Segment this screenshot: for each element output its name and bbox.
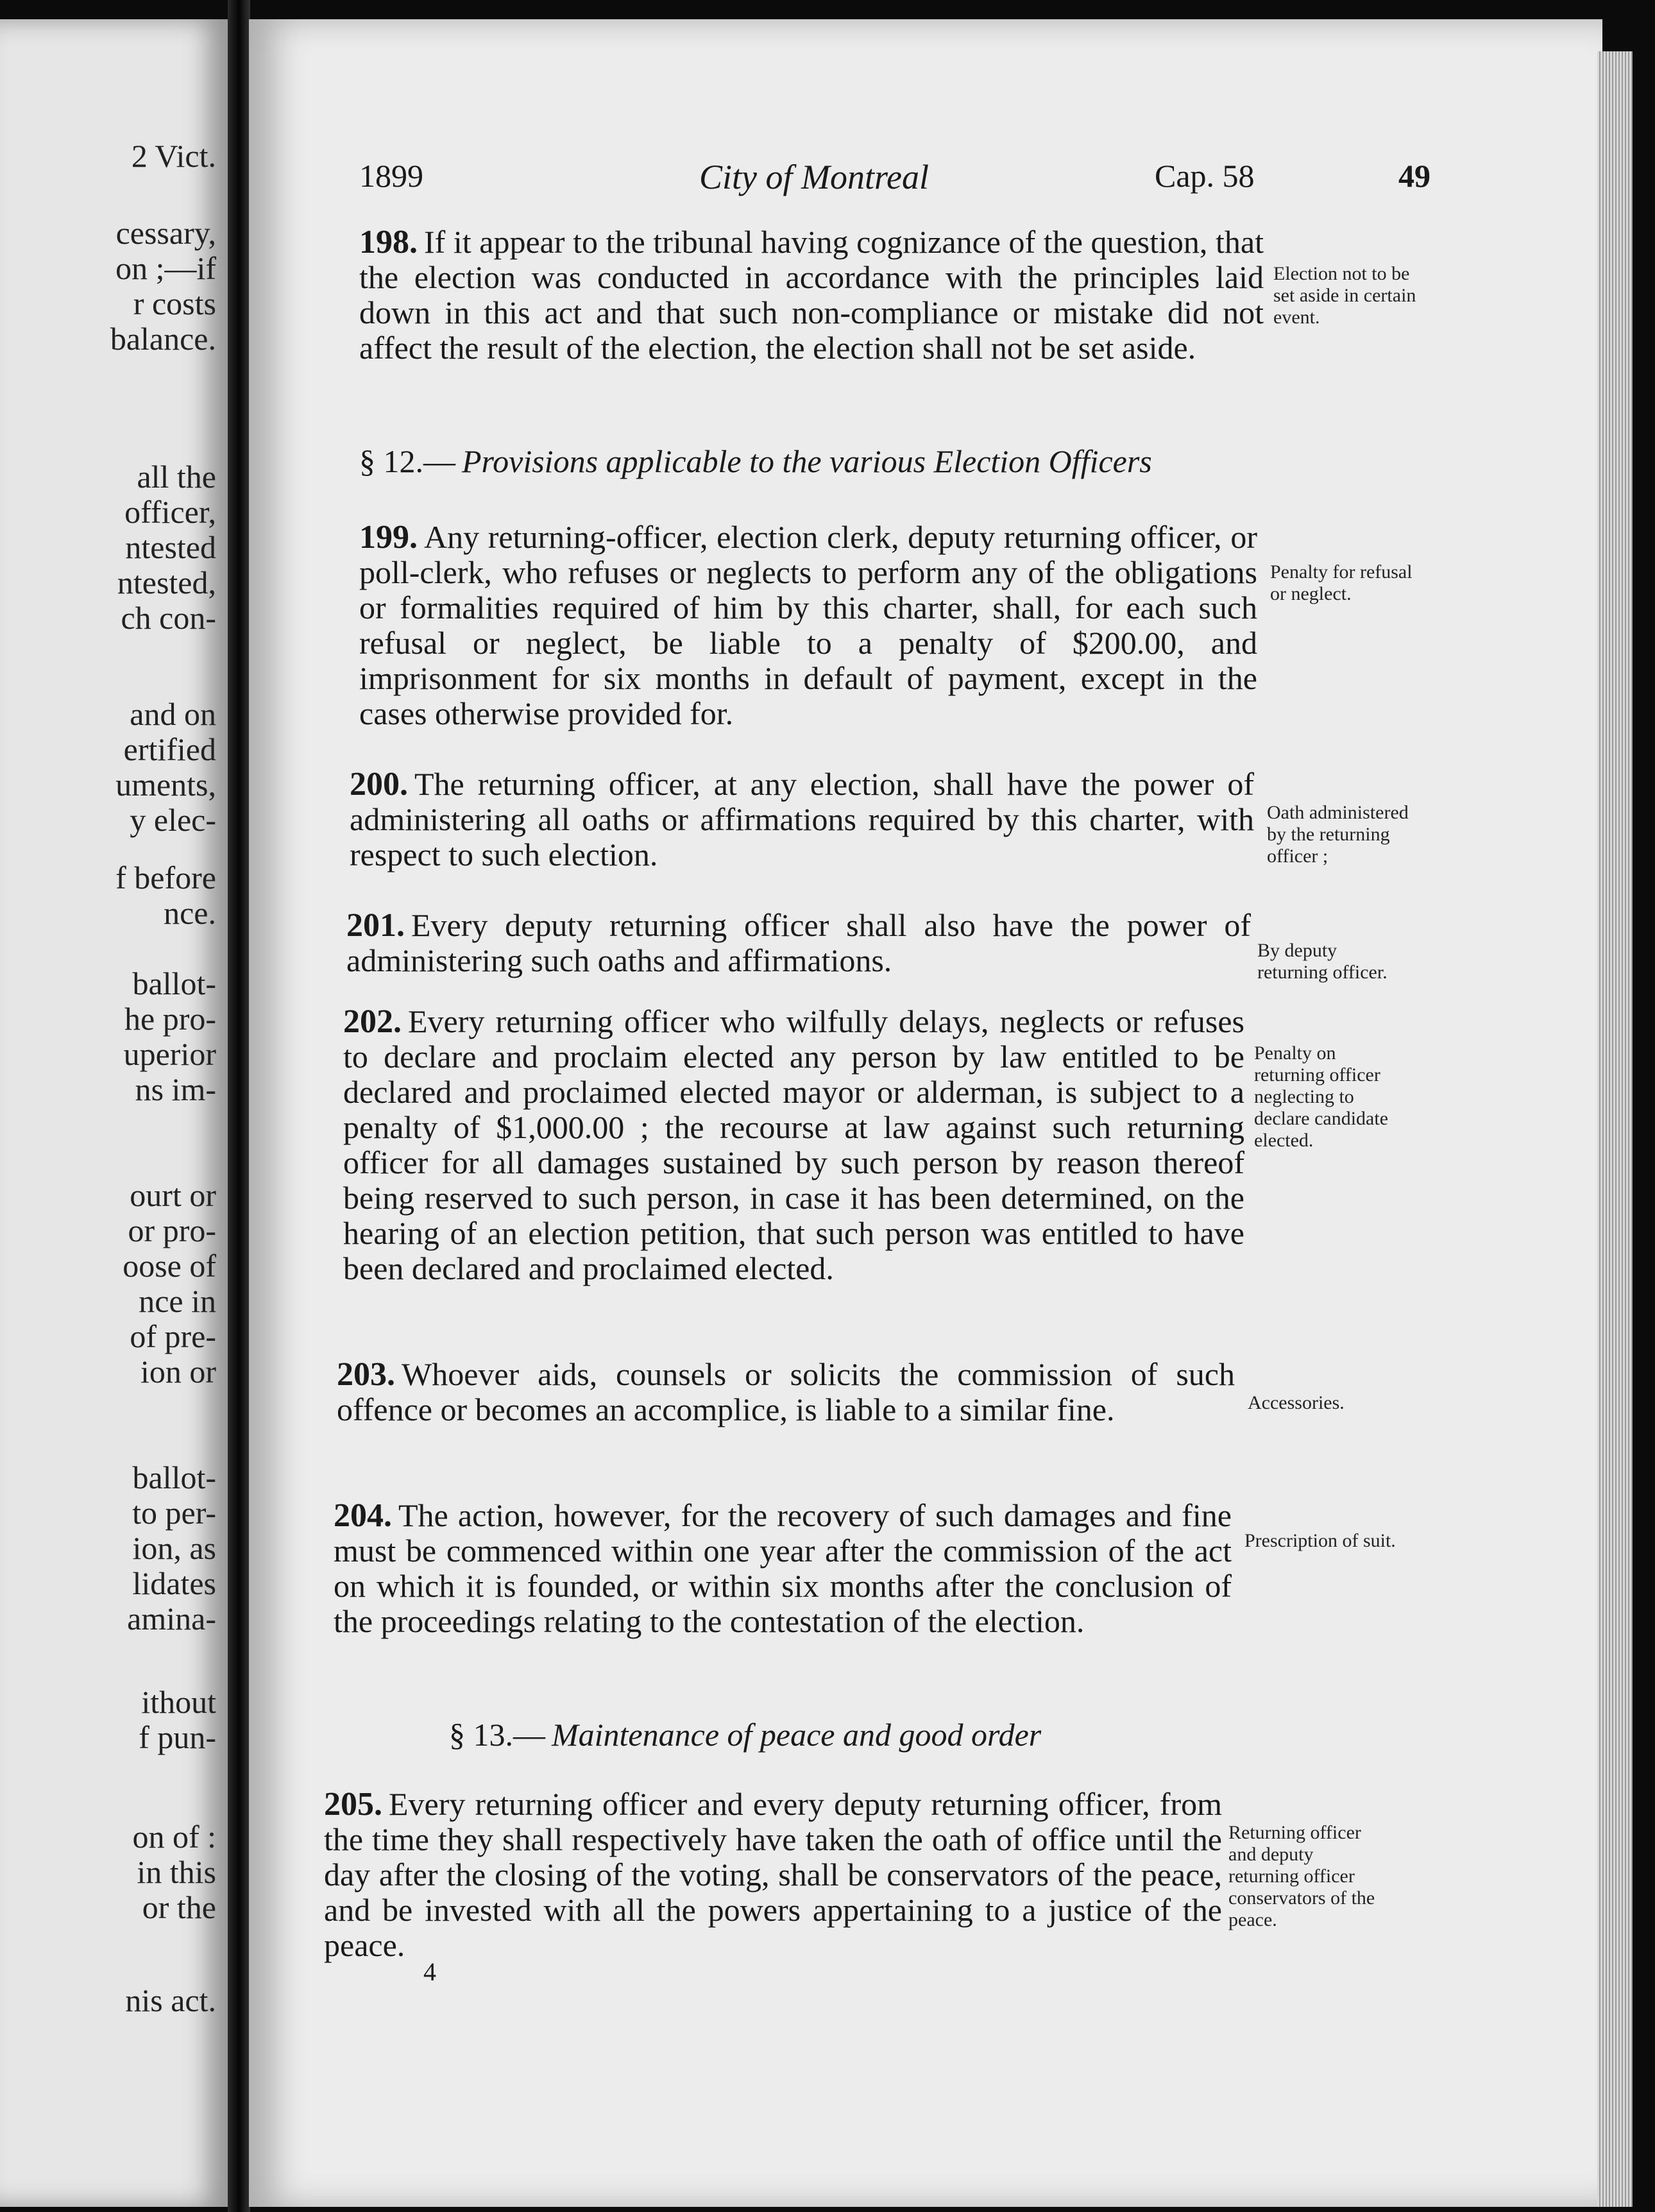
margin-note-198: Election not to be set aside in certain event. [1273, 263, 1416, 328]
heading-symbol: § 13.— [449, 1717, 545, 1753]
signature-mark: 4 [423, 1957, 436, 1986]
heading-symbol: § 12.— [359, 443, 455, 479]
margin-note-205: Returning officer and deputy returning officer conservators of the peace. [1228, 1822, 1375, 1930]
section-203 [337, 1357, 1235, 1427]
section-text: The returning officer, at any election, shall have the power of administering all oaths or affirmations required by this charter, with respect to such election. [350, 766, 1254, 872]
left-page-fragment: y elec- [130, 802, 216, 838]
margin-note-201: By deputy returning officer. [1257, 940, 1388, 983]
left-page-fragment: ithout [141, 1684, 216, 1720]
left-page-fragment: to per- [132, 1495, 216, 1531]
left-page-fragment: on ;—if [115, 250, 216, 286]
heading-text: Maintenance of peace and good order [552, 1717, 1042, 1753]
left-page-fragment: f pun- [139, 1719, 216, 1755]
left-page-fragment: and on [130, 696, 216, 732]
section-205 [324, 1787, 1222, 1963]
left-page-fragment: 2 Vict. [131, 138, 216, 174]
left-page-fragment: cessary, [115, 215, 216, 251]
heading-section-12 [359, 443, 1152, 480]
heading-text: Provisions applicable to the various Election Officers [462, 443, 1152, 479]
section-number: 198. [359, 224, 418, 260]
section-number: 201. [346, 907, 405, 944]
section-text: Every deputy returning officer shall also have the power of administering such oaths and affirmations. [346, 907, 1251, 978]
margin-note-202: Penalty on returning officer neglecting to declare candidate elected. [1254, 1042, 1389, 1151]
page-edge [1597, 51, 1633, 2207]
header-year: 1899 [359, 158, 423, 194]
left-page-fragment: nce in [139, 1283, 216, 1319]
left-page-fragment: or the [142, 1889, 216, 1925]
left-page-fragment: ballot- [132, 966, 216, 1001]
left-page-fragment: balance. [110, 321, 216, 357]
section-204 [334, 1498, 1232, 1639]
left-page-fragment: all the [137, 459, 216, 495]
left-page-fragment: oose of [123, 1248, 216, 1284]
left-page-fragment: lidates [132, 1565, 216, 1601]
left-page-fragment: officer, [124, 494, 216, 530]
left-page-fragment: ion or [140, 1354, 216, 1390]
heading-section-13 [449, 1716, 1041, 1753]
left-page-fragment: ourt or [130, 1177, 216, 1213]
section-201 [346, 908, 1251, 978]
section-number: 202. [343, 1003, 402, 1040]
section-text: Any returning-officer, election clerk, deputy returning officer, or poll-clerk, who refuses or neglects to perform any of the obligations or formalities required of him by this charter, shall, for each such refusal or neglect, be liable to a penalty of $200.00, and imprisonment for six months in default of payment, except in the cases otherwise provided for. [359, 519, 1257, 731]
left-page-fragment: ntested [125, 529, 216, 565]
section-number: 204. [334, 1497, 392, 1534]
left-page [0, 19, 228, 2207]
left-page-fragment: of pre- [130, 1318, 216, 1354]
left-page-fragment: ertified [123, 731, 216, 767]
page-number: 49 [1398, 158, 1430, 194]
left-page-fragment: in this [137, 1854, 216, 1890]
section-number: 199. [359, 519, 418, 556]
margin-note-199: Penalty for refusal or neglect. [1270, 561, 1413, 604]
left-page-fragment: uperior [123, 1036, 216, 1072]
left-page-fragment: ion, as [132, 1530, 216, 1566]
left-page-fragment: ntested, [117, 565, 216, 600]
left-page-fragment: r costs [133, 285, 216, 321]
left-page-fragment: amina- [127, 1601, 216, 1637]
left-page-fragment: or pro- [128, 1212, 216, 1248]
section-text: The action, however, for the recovery of such damages and fine must be commenced within one year after the commission of the act on which it is founded, or within six months after the conclusion of the proceedings relating to the contestation of the election. [334, 1497, 1232, 1639]
section-202 [343, 1004, 1244, 1286]
left-page-fragment: nis act. [125, 1982, 216, 2018]
left-page-fragment: uments, [115, 767, 216, 803]
section-text: If it appear to the tribunal having cognizance of the question, that the election was conducted in accordance with the principles laid down in this act and that such non-compliance or mistake did not affect the result of the election, the election shall not be set aside. [359, 224, 1264, 366]
left-page-fragment: ballot- [132, 1459, 216, 1495]
section-number: 203. [337, 1356, 395, 1393]
section-number: 205. [324, 1786, 382, 1823]
margin-note-200: Oath administered by the returning officer ; [1267, 802, 1409, 867]
book-gutter [228, 0, 250, 2212]
left-page-fragment: ns im- [135, 1071, 216, 1107]
section-text: Every returning officer and every deputy returning officer, from the time they shall respectively have taken the oath of office until the day after the closing of the voting, shall be conservators of the peace, and be invested with all the powers appertaining to a justice of the peace. [324, 1786, 1222, 1963]
section-text: Whoever aids, counsels or solicits the commission of such offence or becomes an accomplice, is liable to a similar fine. [337, 1356, 1235, 1427]
left-page-fragment: nce. [164, 895, 216, 931]
left-page-fragment: f before [115, 860, 216, 896]
section-text: Every returning officer who wilfully delays, neglects or refuses to declare and proclaim elected any person by law entitled to be declared and proclaimed elected mayor or alderman, is subject to a penalty of $1,000.00 ; the recourse at law against such returning officer for all damages sustained by such person by reason thereof being reserved to such person, in case it has been determined, on the hearing of an election petition, that such person was entitled to have been declared and proclaimed elected. [343, 1003, 1244, 1286]
left-page-fragment: he pro- [124, 1001, 216, 1037]
section-200 [350, 767, 1254, 872]
margin-note-203: Accessories. [1248, 1392, 1345, 1413]
left-page-fragment: ch con- [121, 600, 216, 636]
margin-note-204: Prescription of suit. [1244, 1530, 1396, 1551]
header-title: City of Montreal [699, 158, 929, 196]
left-page-fragment: on of : [132, 1819, 216, 1855]
section-number: 200. [350, 766, 408, 803]
header-chapter: Cap. 58 [1155, 158, 1255, 194]
section-198 [359, 225, 1264, 366]
section-199 [359, 520, 1257, 731]
